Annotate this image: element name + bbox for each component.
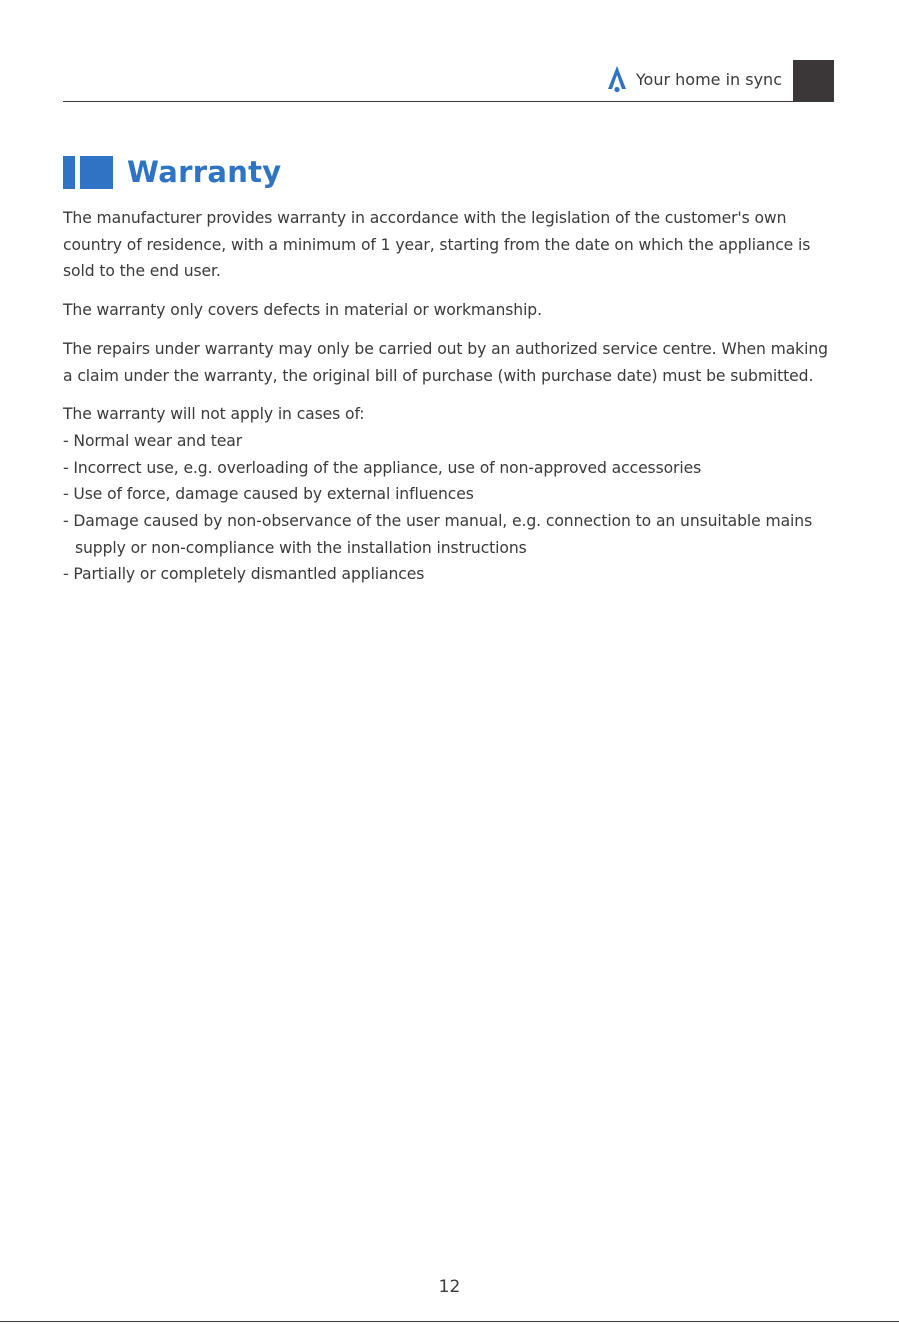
list-item: - Incorrect use, e.g. overloading of the appliance, use of non-approved accessories: [63, 458, 702, 477]
list-item: - Partially or completely dismantled appliances: [63, 565, 425, 584]
paragraph: The manufacturer provides warranty in accordance with the legislation of the customer's own country of residence, with a minimum of 1 year, starting from the date on which the appliance is sold to the end user.: [63, 209, 811, 281]
page-header: [63, 60, 834, 102]
a-shaped-logo-icon: [606, 65, 628, 93]
brand: [606, 64, 782, 94]
page-number: 12: [438, 1277, 461, 1297]
paragraph: The repairs under warranty may only be carried out by an authorized service centre. When making a claim under the warranty, the original bill of purchase (with purchase date) must be submitted.: [63, 339, 828, 385]
section-heading: [63, 154, 282, 190]
exclusions-intro: The warranty will not apply in cases of:: [63, 405, 365, 424]
paragraph: The warranty only covers defects in material or workmanship.: [63, 301, 542, 320]
heading-marker-large: [80, 156, 113, 189]
exclusions-list: [63, 428, 838, 588]
footer-divider: [0, 1321, 899, 1322]
header-divider: [63, 101, 834, 102]
list-item: - Normal wear and tear: [63, 431, 243, 450]
brand-tagline: Your home in sync: [635, 69, 782, 89]
section-title: Warranty: [127, 155, 282, 189]
heading-marker-small: [63, 156, 75, 189]
corner-block: [793, 60, 834, 101]
list-item: - Damage caused by non-observance of the user manual, e.g. connection to an unsuitable mains supply or non-compliance with the installation instructions: [63, 512, 813, 557]
list-item: - Use of force, damage caused by external influences: [63, 485, 474, 504]
section-body: [63, 205, 838, 588]
